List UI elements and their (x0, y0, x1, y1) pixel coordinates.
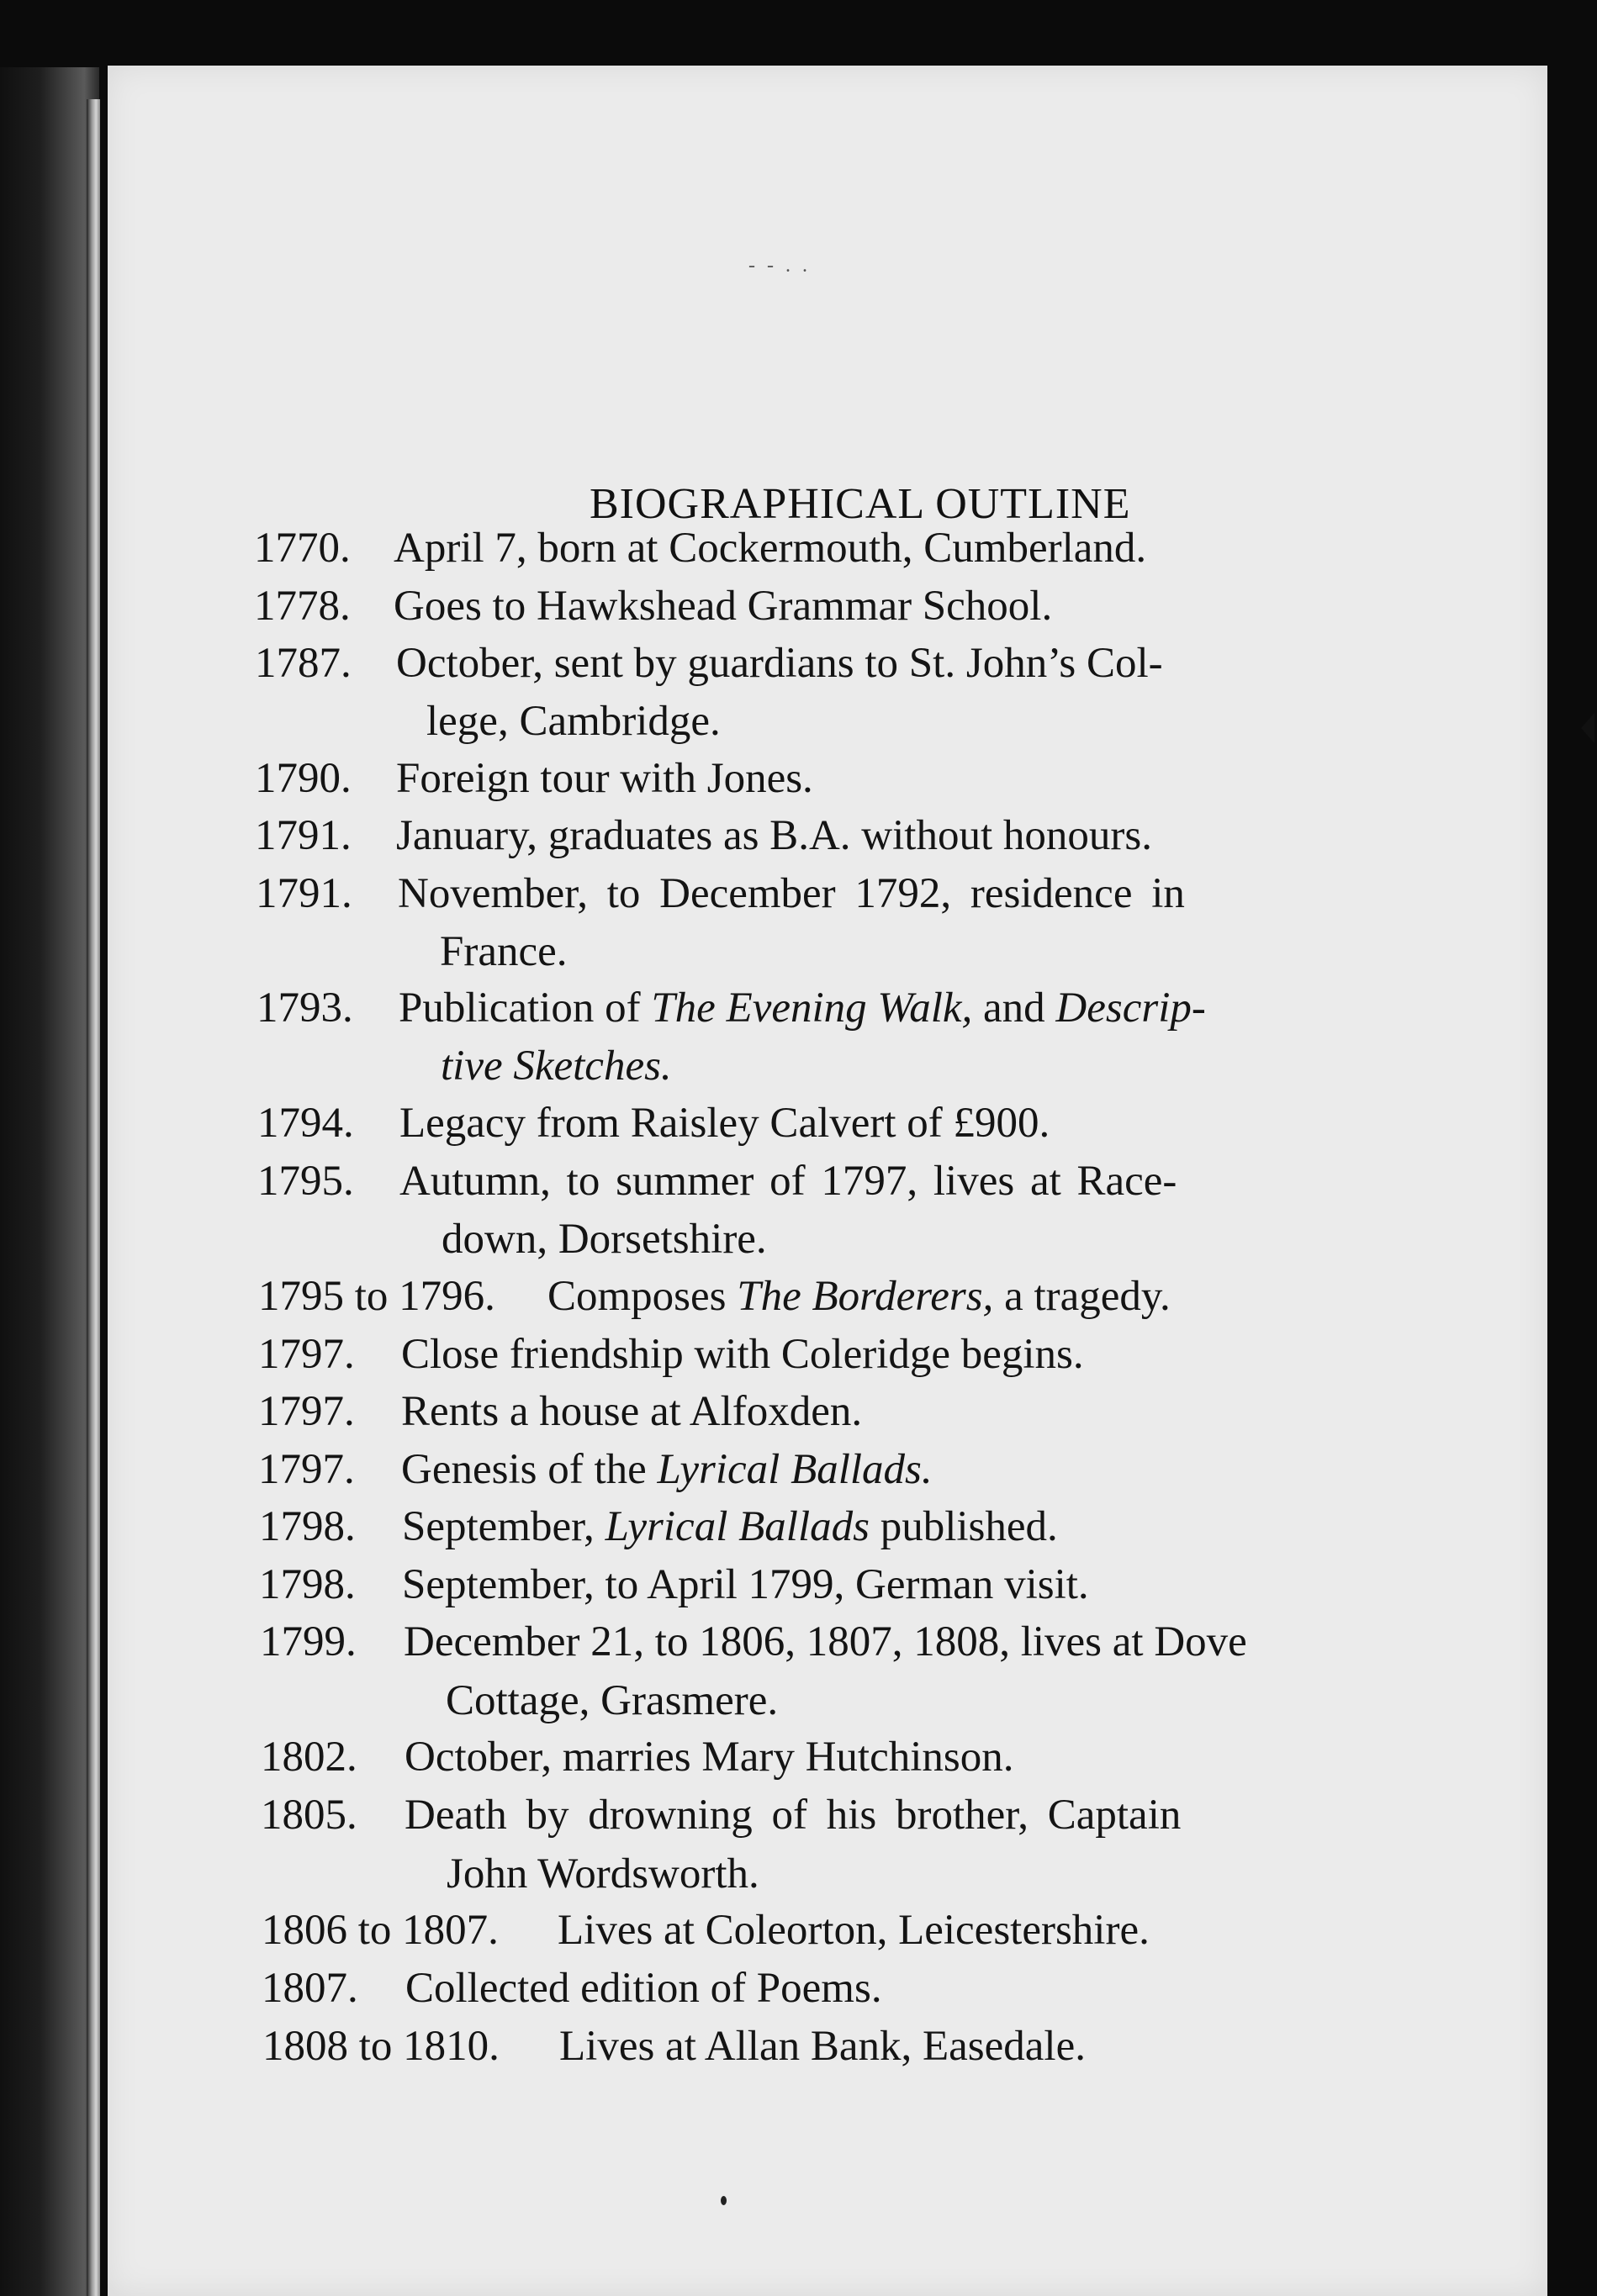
scan-edge-mark (1581, 713, 1594, 743)
entry-text: Genesis of the Lyrical Ballads. (401, 1446, 933, 1493)
entry-text: Rents a house at Alfoxden. (401, 1388, 863, 1435)
entry-text: December 21, to 1806, 1807, 1808, lives at Dove (404, 1618, 1247, 1665)
entry-text: Autumn, to summer of 1797, lives at Race- (399, 1158, 1177, 1205)
entry-year: 1795 to 1796. (258, 1273, 495, 1320)
entry-text: November, to December 1792, residence in (398, 870, 1185, 917)
entry-text: October, sent by guardians to St. John’s Col- (396, 640, 1163, 687)
entry-year: 1791. (255, 812, 352, 859)
scan-left-margin (0, 67, 99, 2296)
page-title: BIOGRAPHICAL OUTLINE (590, 480, 1131, 528)
entry-text-continued: tive Sketches. (441, 1042, 672, 1090)
entry-text: Foreign tour with Jones. (396, 755, 813, 802)
entry-text: January, graduates as B.A. without honours. (396, 812, 1152, 859)
entry-year: 1778. (254, 583, 351, 630)
entry-year: 1770. (254, 525, 351, 572)
entry-year: 1797. (258, 1446, 355, 1493)
entry-year: 1797. (258, 1388, 355, 1435)
entry-year: 1793. (256, 984, 353, 1032)
entry-year: 1807. (262, 1965, 358, 2012)
entry-text-continued: France. (440, 928, 568, 975)
entry-year: 1806 to 1807. (262, 1907, 499, 1954)
entry-text: September, Lyrical Ballads published. (402, 1503, 1058, 1550)
page-left-edge (87, 99, 100, 2296)
entry-year: 1799. (260, 1618, 357, 1665)
entry-year: 1802. (261, 1734, 357, 1781)
top-specks: - - . . (748, 255, 811, 277)
entry-year: 1790. (255, 755, 352, 802)
entry-text: Goes to Hawkshead Grammar School. (394, 583, 1053, 630)
entry-year: 1798. (259, 1561, 356, 1608)
entry-text-continued: John Wordsworth. (447, 1850, 759, 1897)
entry-year: 1805. (261, 1792, 357, 1839)
entry-text: Composes The Borderers, a tragedy. (547, 1273, 1171, 1320)
entry-year: 1791. (256, 870, 352, 917)
entry-text: Lives at Coleorton, Leicestershire. (558, 1907, 1150, 1954)
entry-text: Legacy from Raisley Calvert of £900. (399, 1100, 1050, 1147)
entry-year: 1797. (258, 1331, 355, 1378)
entry-text: Publication of The Evening Walk, and Descrip- (399, 984, 1206, 1032)
entry-text: Death by drowning of his brother, Captain (405, 1792, 1182, 1839)
entry-year: 1787. (255, 640, 352, 687)
entry-text: Collected edition of Poems. (405, 1965, 882, 2012)
entry-text-continued: Cottage, Grasmere. (446, 1677, 779, 1724)
entry-year: 1798. (259, 1503, 356, 1550)
entry-year: 1808 to 1810. (262, 2023, 500, 2070)
entry-year: 1795. (257, 1158, 354, 1205)
entry-text: October, marries Mary Hutchinson. (405, 1734, 1014, 1781)
entry-text: April 7, born at Cockermouth, Cumberland. (394, 525, 1147, 572)
book-page (108, 66, 1547, 2296)
page-mark (721, 2196, 727, 2205)
entry-text-continued: down, Dorsetshire. (442, 1216, 767, 1263)
entry-year: 1794. (257, 1100, 354, 1147)
entry-text: September, to April 1799, German visit. (402, 1561, 1089, 1608)
entry-text-continued: lege, Cambridge. (426, 698, 721, 745)
entry-text: Close friendship with Coleridge begins. (401, 1331, 1084, 1378)
entry-text: Lives at Allan Bank, Easedale. (559, 2023, 1086, 2070)
